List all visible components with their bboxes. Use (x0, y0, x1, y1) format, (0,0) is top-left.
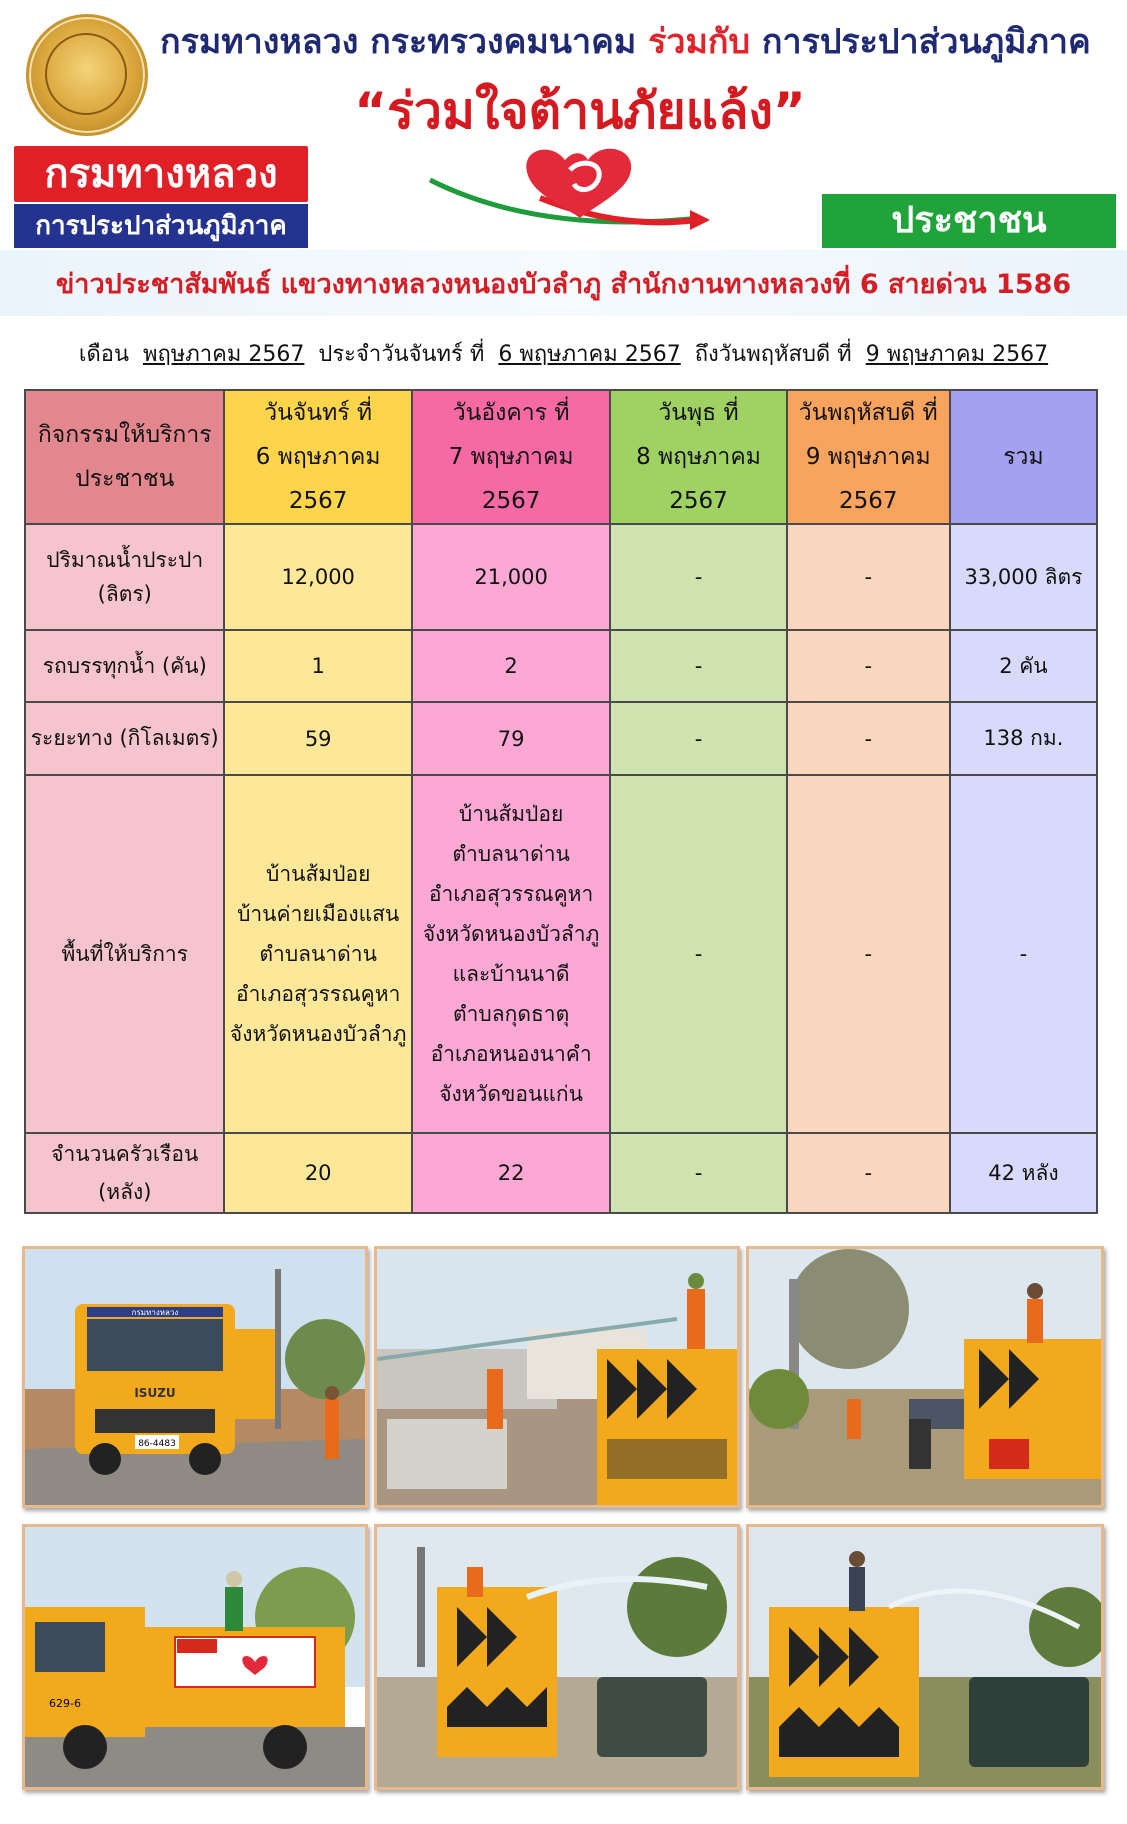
cell-total: 42 หลัง (950, 1133, 1097, 1213)
header-year: 2567 (481, 488, 541, 514)
truck-door-text: กรมทางหลวง (131, 1308, 179, 1317)
header-wednesday (610, 390, 786, 524)
cell-thursday-area: - (787, 775, 950, 1133)
header-year: 2567 (669, 488, 728, 514)
period-month: พฤษภาคม 2567 (142, 342, 305, 367)
period-from-label: ประจำวันจันทร์ ที่ (318, 342, 485, 367)
cell-monday: 59 (224, 702, 411, 775)
row-label-line1: จำนวนครัวเรือน (51, 1142, 199, 1166)
label-citizens: ประชาชน (822, 194, 1116, 248)
press-release-line: ข่าวประชาสัมพันธ์ แขวงทางหลวงหนองบัวลำภู สำนักงานทางหลวงที่ 6 สายด่วน 1586 (55, 269, 1072, 300)
header-activity-line1: กิจกรรมให้บริการ (37, 422, 212, 448)
row-label-line1: ปริมาณน้ำประปา (46, 548, 204, 572)
header-date: 8 พฤษภาคม (636, 444, 761, 470)
cell-thursday: - (787, 1133, 950, 1213)
header-year: 2567 (288, 488, 348, 514)
area-line: จังหวัดขอนแก่น (439, 1082, 583, 1106)
cell-total: 33,000 ลิตร (950, 524, 1097, 630)
row-label: ระยะทาง (กิโลเมตร) (25, 702, 224, 775)
area-line: ตำบลนาด่าน (259, 942, 377, 966)
period-month-label: เดือน (78, 342, 129, 367)
photo-truck-rear-tank (746, 1524, 1104, 1790)
area-line: อำเภอสุวรรณคูหา (235, 982, 401, 1006)
photo-roadside-tank (746, 1246, 1104, 1508)
cell-thursday: - (787, 702, 950, 775)
header-monday (224, 390, 411, 524)
header-day: วันพุธ ที่ (658, 400, 739, 426)
area-line: บ้านส้มป่อย (458, 802, 564, 826)
truck-plate-side: 629-6 (49, 1697, 81, 1710)
header-title (160, 14, 1120, 68)
row-label (25, 524, 224, 630)
row-label-line2: (หลัง) (98, 1180, 152, 1204)
title-joint: ร่วมกับ (648, 22, 751, 62)
label-provincial-waterworks: การประปาส่วนภูมิภาค (14, 204, 308, 248)
table-row (25, 1133, 1097, 1213)
period-to-date: 9 พฤษภาคม 2567 (865, 342, 1049, 367)
label-department-of-highways: กรมทางหลวง (14, 146, 308, 202)
area-line: และบ้านนาดี (452, 962, 570, 986)
cell-wednesday: - (610, 524, 786, 630)
area-line: บ้านส้มป่อย (265, 862, 371, 886)
area-line: จังหวัดหนองบัวลำภู (422, 922, 600, 946)
cell-tuesday: 79 (412, 702, 610, 775)
heart-arrow-icon (420, 140, 710, 240)
cell-total: 138 กม. (950, 702, 1097, 775)
truck-plate: 86-4483 (138, 1439, 176, 1449)
row-label: พื้นที่ให้บริการ (25, 775, 224, 1133)
seal-inner-ring (45, 33, 127, 115)
cell-wednesday-area: - (610, 775, 786, 1133)
reporting-period (0, 336, 1127, 371)
period-to-label: ถึงวันพฤหัสบดี ที่ (694, 342, 852, 367)
title-part2: การประปาส่วนภูมิภาค (761, 22, 1091, 62)
cell-thursday: - (787, 630, 950, 702)
cell-wednesday: - (610, 630, 786, 702)
area-line: บ้านค่ายเมืองแสน (237, 902, 400, 926)
header-year: 2567 (838, 488, 898, 514)
header-activity-line2: ประชาชน (75, 466, 175, 492)
cell-thursday: - (787, 524, 950, 630)
row-label (25, 1133, 224, 1213)
header-day: วันอังคาร ที่ (452, 400, 570, 426)
table-row-service-area (25, 775, 1097, 1133)
header-total: รวม (950, 390, 1097, 524)
cell-monday: 1 (224, 630, 411, 702)
period-from-date: 6 พฤษภาคม 2567 (498, 342, 681, 367)
service-report-table (24, 389, 1098, 1214)
table-row (25, 702, 1097, 775)
photo-truck-rear-spray (374, 1524, 740, 1790)
cell-tuesday: 22 (412, 1133, 610, 1213)
table-header-row (25, 390, 1097, 524)
header-date: 7 พฤษภาคม (448, 444, 574, 470)
cell-tuesday: 21,000 (412, 524, 610, 630)
cell-wednesday: - (610, 1133, 786, 1213)
area-line: ตำบลกุดธาตุ (452, 1002, 570, 1026)
header-activity (25, 390, 224, 524)
cell-monday: 12,000 (224, 524, 411, 630)
header-date: 6 พฤษภาคม (255, 444, 381, 470)
photo-truck-front (22, 1246, 368, 1508)
row-label-line2: (ลิตร) (97, 582, 152, 606)
header-date: 9 พฤษภาคม (805, 444, 931, 470)
cell-monday: 20 (224, 1133, 411, 1213)
photo-truck-side-banner (22, 1524, 368, 1790)
area-line: อำเภอหนองนาคำ (430, 1042, 592, 1066)
department-of-highways-seal (26, 14, 148, 136)
cell-total: 2 คัน (950, 630, 1097, 702)
area-line: ตำบลนาด่าน (452, 842, 570, 866)
photo-filling-tank (374, 1246, 740, 1508)
cell-total-area: - (950, 775, 1097, 1133)
area-line: อำเภอสุวรรณคูหา (428, 882, 594, 906)
cell-tuesday-area (412, 775, 610, 1133)
header-day: วันพฤหัสบดี ที่ (798, 400, 938, 426)
slogan: “ร่วมใจต้านภัยแล้ง” (354, 82, 806, 140)
table-row (25, 524, 1097, 630)
header-thursday (787, 390, 950, 524)
title-part1: กรมทางหลวง กระทรวงคมนาคม (160, 22, 637, 62)
cell-monday-area (224, 775, 411, 1133)
truck-brand: ISUZU (134, 1386, 176, 1400)
area-line: จังหวัดหนองบัวลำภู (229, 1022, 407, 1046)
header-tuesday (412, 390, 610, 524)
cell-tuesday: 2 (412, 630, 610, 702)
cell-wednesday: - (610, 702, 786, 775)
header-day: วันจันทร์ ที่ (264, 400, 373, 426)
table-row (25, 630, 1097, 702)
row-label: รถบรรทุกน้ำ (คัน) (25, 630, 224, 702)
